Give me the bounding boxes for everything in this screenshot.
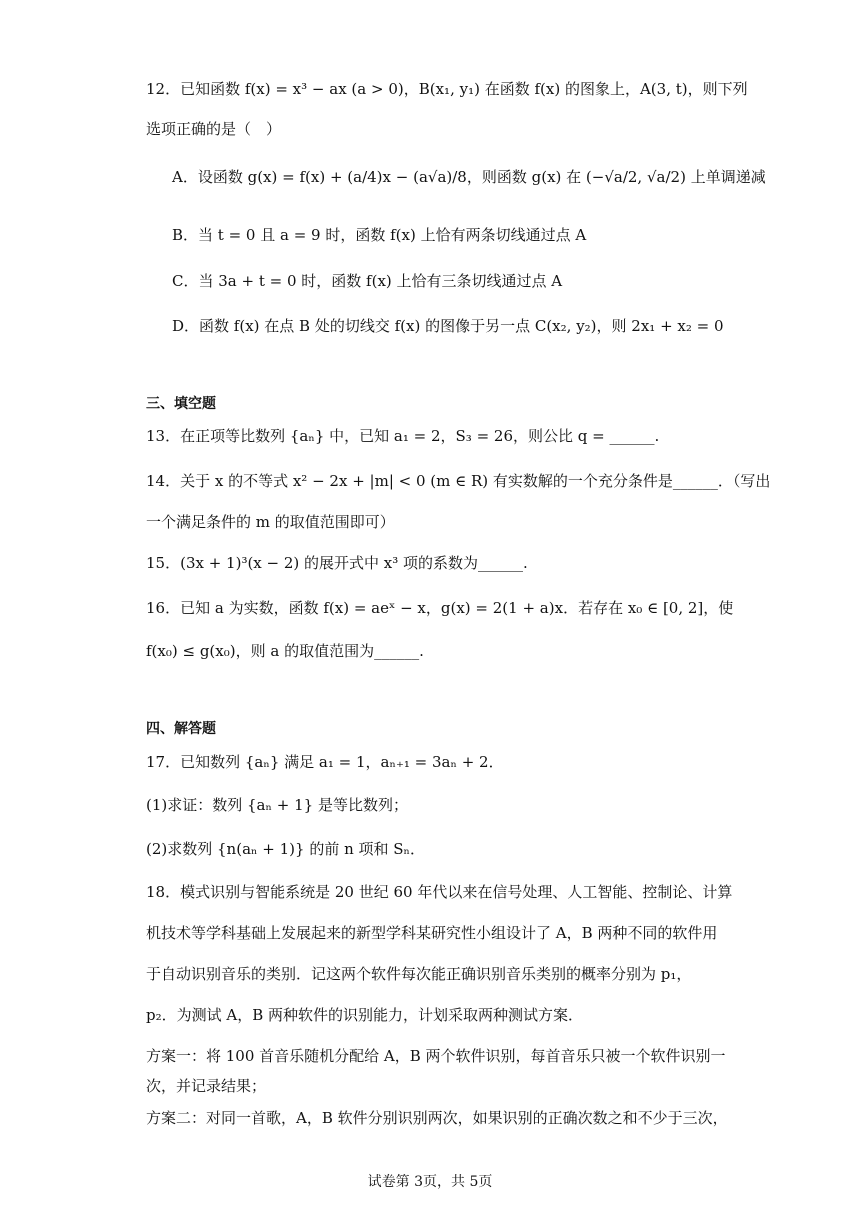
question-17-stem: 17．已知数列 {aₙ} 满足 a₁ = 1，aₙ₊₁ = 3aₙ + 2． [146,753,504,771]
question-18-line: 方案二：对同一首歌，A，B 软件分别识别两次，如果识别的正确次数之和不少于三次， [146,1109,728,1127]
question-16-line2: f(x₀) ≤ g(x₀)，则 a 的取值范围为______. [146,642,424,660]
q12-option-d: D．函数 f(x) 在点 B 处的切线交 f(x) 的图像于另一点 C(x₂, y₂)，则 2x₁ + x₂ = 0 [172,317,724,335]
q12-option-b: B．当 t = 0 且 a = 9 时，函数 f(x) 上恰有两条切线通过点 A [172,226,587,244]
question-17-part2: (2)求数列 {n(aₙ + 1)} 的前 n 项和 Sₙ． [146,840,426,858]
question-17-part1: (1)求证：数列 {aₙ + 1} 是等比数列； [146,796,408,814]
question-18-line: 18．模式识别与智能系统是 20 世纪 60 年代以来在信号处理、人工智能、控制论、计算 [146,883,733,901]
q12-stem-line1: 12．已知函数 f(x) = x³ − ax (a > 0)，B(x₁, y₁) 在函数 f(x) 的图象上，A(3, t)，则下列 [146,80,748,98]
question-18-line: 方案一：将 100 首音乐随机分配给 A，B 两个软件识别，每首音乐只被一个软件识别一 [146,1047,726,1065]
question-18-line: 于自动识别音乐的类别．记这两个软件每次能正确识别音乐类别的概率分别为 p₁， [146,965,692,983]
q12-option-c: C．当 3a + t = 0 时，函数 f(x) 上恰有三条切线通过点 A [172,272,563,290]
section-title-fill-in: 三、填空题 [146,396,216,412]
question-18-line: 机技术等学科基础上发展起来的新型学科某研究性小组设计了 A，B 两种不同的软件用 [146,924,718,942]
q12-option-a: A．设函数 g(x) = f(x) + (a/4)x − (a√a)/8，则函数 g(x) 在 (−√a/2, √a/2) 上单调递减 [172,168,766,186]
question-16-line1: 16．已知 a 为实数，函数 f(x) = aeˣ − x，g(x) = 2(1 + a)x．若存在 x₀ ∈ [0, 2]，使 [146,599,734,617]
page-footer: 试卷第 3页，共 5页 [367,1174,493,1190]
question-14-line1: 14．关于 x 的不等式 x² − 2x + |m| < 0 (m ∈ R) 有实数解的一个充分条件是______．（写出 [146,472,771,490]
question-18-line: 次，并记录结果； [146,1077,267,1095]
section-title-solutions: 四、解答题 [146,721,216,737]
q12-stem-line2: 选项正确的是（ ） [146,120,282,138]
question-18-line: p₂．为测试 A，B 两种软件的识别能力，计划采取两种测试方案． [146,1006,584,1024]
question-15: 15．(3x + 1)³(x − 2) 的展开式中 x³ 项的系数为______. [146,554,528,572]
question-14-line2: 一个满足条件的 m 的取值范围即可） [146,513,395,531]
question-13: 13．在正项等比数列 {aₙ} 中，已知 a₁ = 2，S₃ = 26，则公比 q = ______. [146,427,660,445]
